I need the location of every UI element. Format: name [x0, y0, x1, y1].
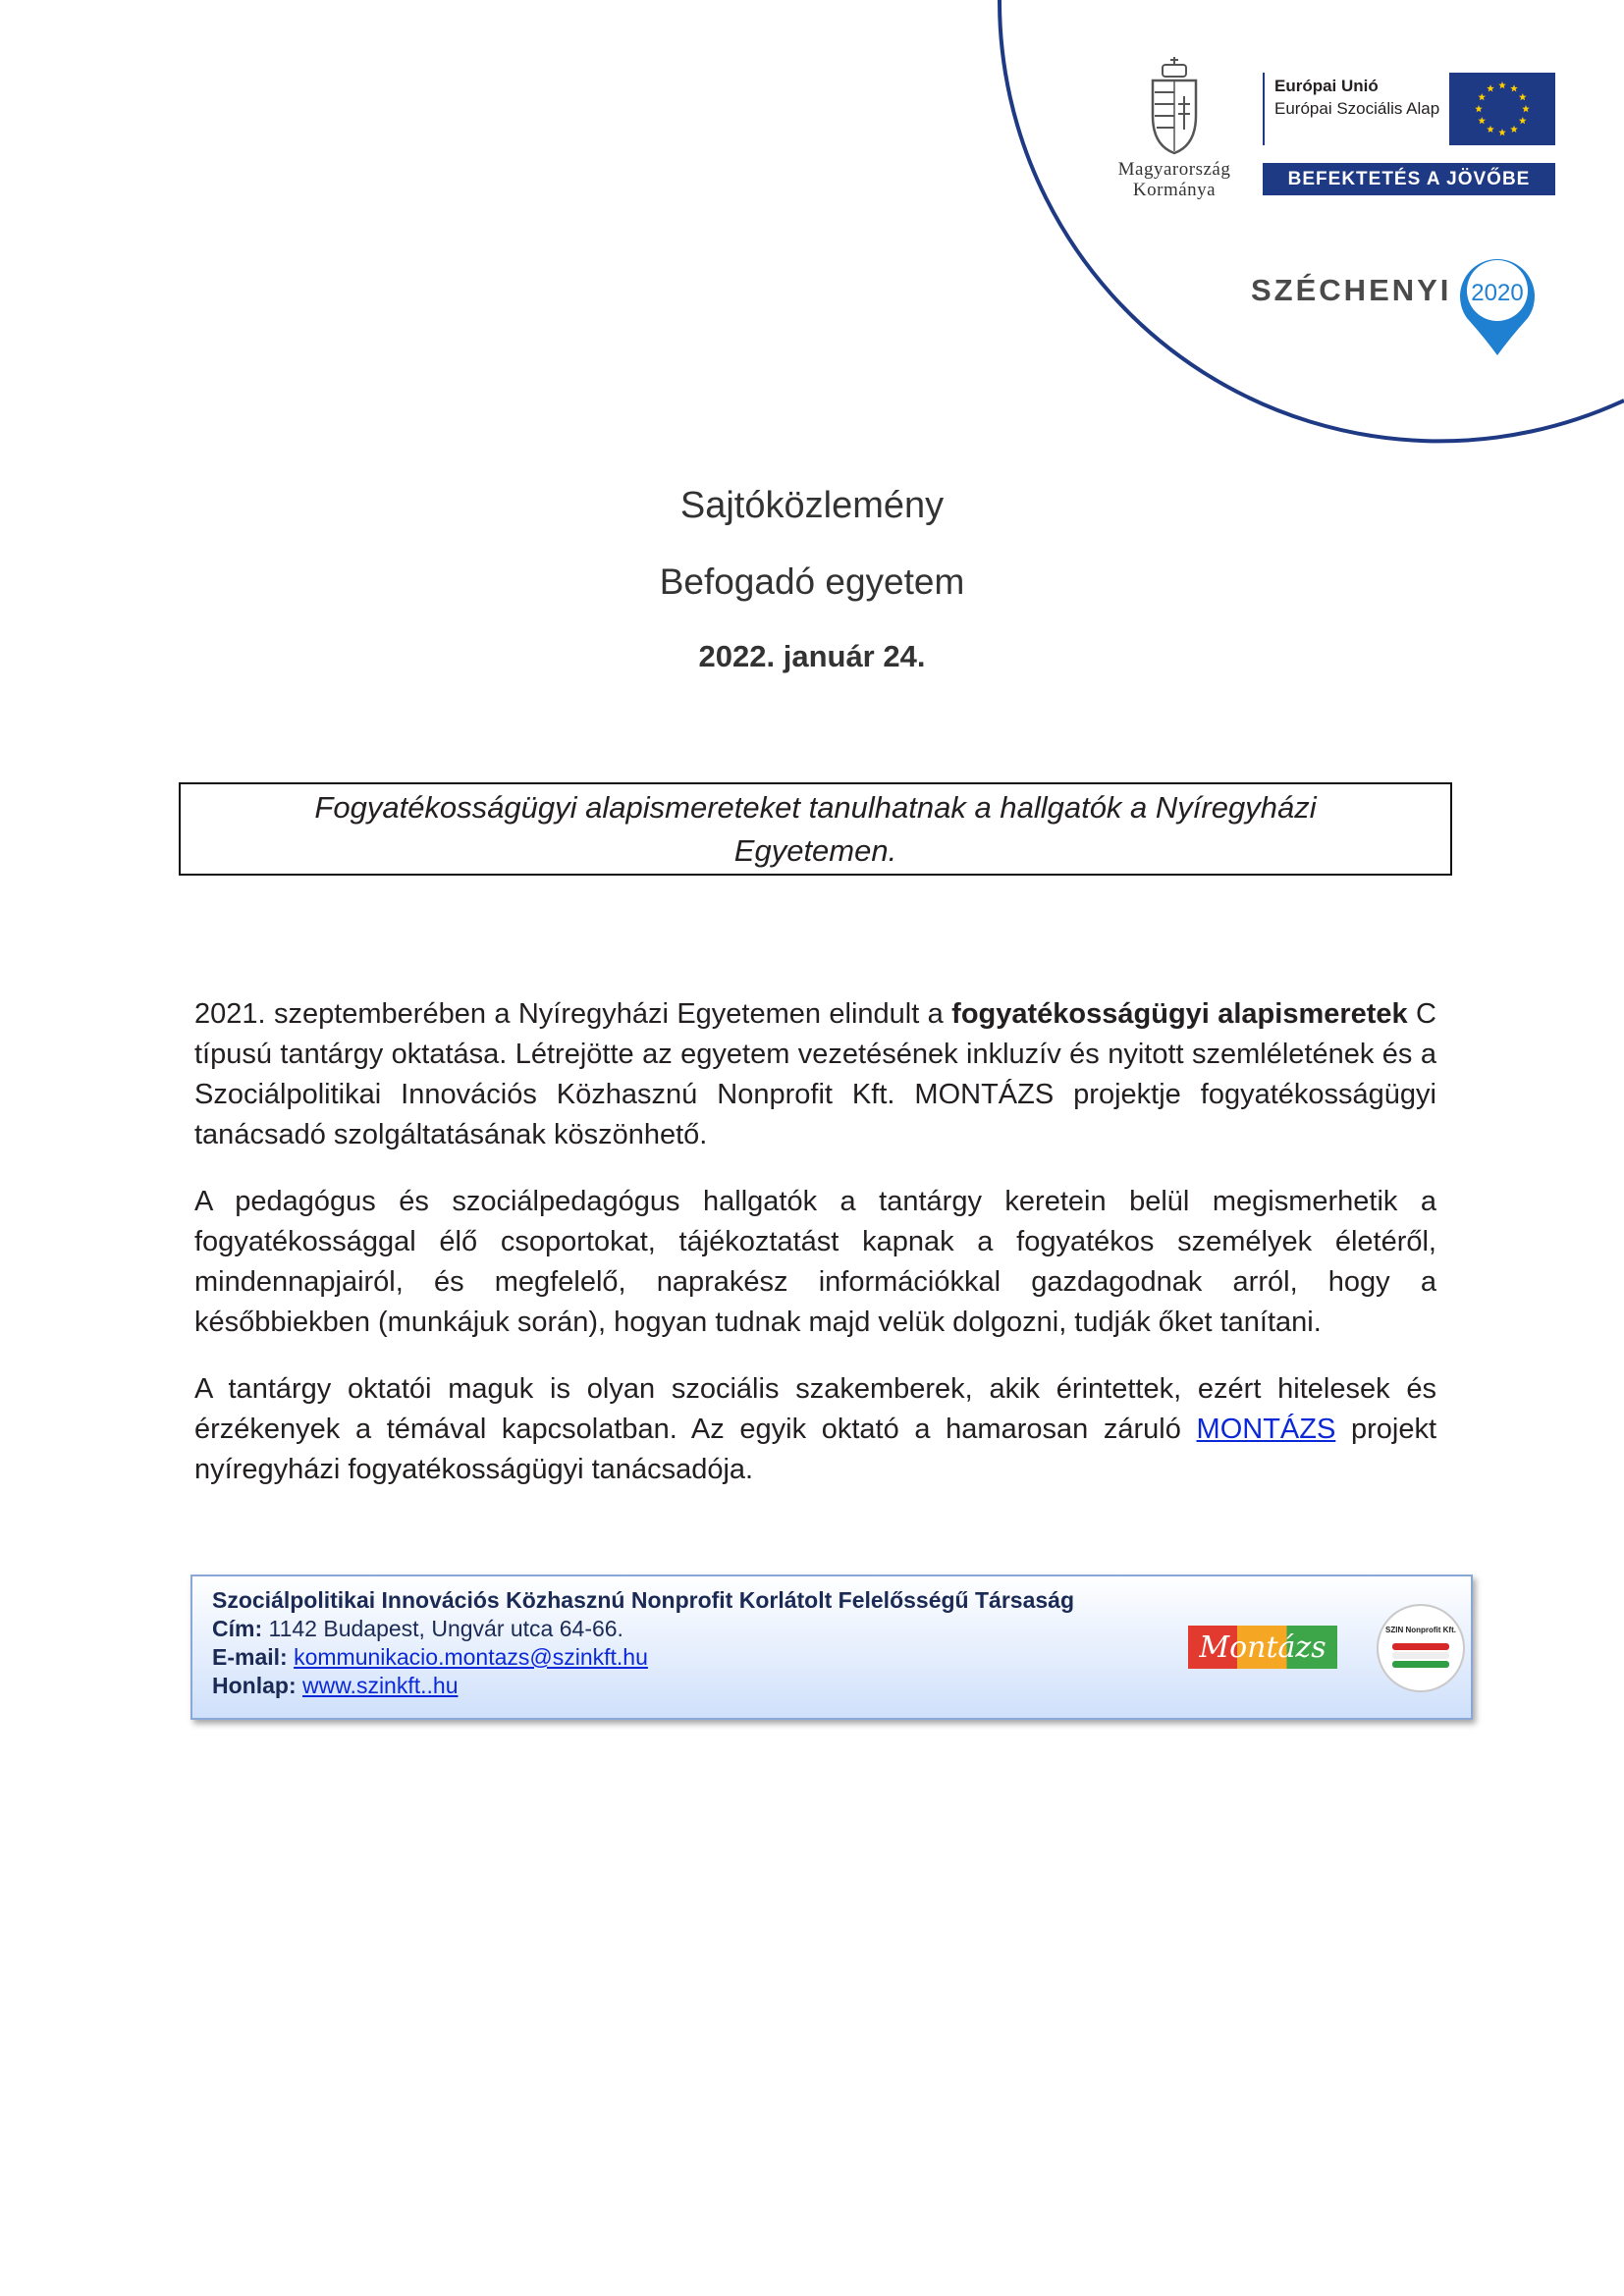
- address-label: Cím:: [212, 1616, 263, 1641]
- paragraph-2: A pedagógus és szociálpedagógus hallgatók a tantárgy keretein belül megismerhetik a fogyatékossággal élő csoportokat, tájékoztatást kapnak a fogyatékos személyek életéről, mindennapjairól, és megfelelő, naprakész információkkal gazdagodnak arról, hogy a későbbiekben (munkájuk során), hogyan tudnak majd velük dolgozni, tudják őket tanítani.: [194, 1186, 1436, 1338]
- p1-before: 2021. szeptemberében a Nyíregyházi Egyetemen elindult a: [194, 998, 952, 1030]
- szechenyi-year: 2020: [1471, 280, 1524, 306]
- footer-address-line: [212, 1615, 1074, 1643]
- email-label: E-mail:: [212, 1644, 288, 1670]
- eu-flag-icon: [1449, 73, 1555, 145]
- footer-web-line: [212, 1672, 1074, 1700]
- eu-divider: [1263, 73, 1265, 145]
- header-arc: [1000, 0, 1624, 441]
- paragraph-3: [194, 1369, 1436, 1490]
- invest-banner: BEFEKTETÉS A JÖVŐBE: [1263, 163, 1555, 195]
- paragraph-1: [194, 994, 1436, 1155]
- contact-footer: [190, 1575, 1473, 1720]
- szin-band-green: [1392, 1661, 1449, 1668]
- eu-title: Európai Unió: [1274, 77, 1379, 95]
- szin-logo-text: SZIN Nonprofit Kft.: [1385, 1626, 1456, 1634]
- p3-before: A tantárgy oktatói maguk is olyan szociális szakemberek, akik érintettek, ezért hitelesek és érzékenyek a témával kapcsolatban. Az egyik oktató a hamarosan záruló: [194, 1373, 1436, 1445]
- footer-email-line: [212, 1643, 1074, 1672]
- szin-logo: [1377, 1604, 1465, 1692]
- p3-after: projekt nyíregyházi fogyatékosságügyi tanácsadója.: [194, 1414, 1437, 1485]
- szechenyi-pin-icon: [1455, 253, 1540, 357]
- web-label: Honlap:: [212, 1673, 297, 1698]
- lead-box: [179, 782, 1452, 876]
- eu-fund: Európai Szociális Alap: [1274, 99, 1440, 118]
- montazs-logo: Montázs: [1188, 1626, 1337, 1669]
- lead-text: Fogyatékosságügyi alapismereteket tanulhatnak a hallgatók a Nyíregyházi Egyetemen.: [314, 789, 1317, 868]
- contact-lines: [212, 1586, 1074, 1700]
- document-title: Sajtóközlemény: [679, 485, 945, 526]
- gov-name-line-2: Kormánya: [1132, 180, 1217, 200]
- government-name: [1086, 159, 1263, 200]
- eu-text: [1274, 75, 1441, 120]
- address-value: 1142 Budapest, Ungvár utca 64-66.: [262, 1616, 623, 1641]
- email-link[interactable]: kommunikacio.montazs@szinkft.hu: [294, 1644, 648, 1670]
- gov-name-line-1: Magyarország: [1117, 159, 1231, 180]
- document-date: 2022. január 24.: [698, 639, 926, 673]
- szechenyi-wordmark: SZÉCHENYI: [1251, 273, 1452, 307]
- szin-band-red: [1392, 1643, 1449, 1650]
- hungarian-crest-icon: [1145, 57, 1204, 155]
- montazs-link[interactable]: MONTÁZS: [1196, 1414, 1336, 1445]
- web-link[interactable]: www.szinkft..hu: [302, 1673, 459, 1698]
- footer-org-name: Szociálpolitikai Innovációs Közhasznú Nonprofit Korlátolt Felelősségű Társaság: [212, 1587, 1074, 1613]
- document-subtitle: Befogadó egyetem: [659, 561, 965, 602]
- p1-after: C típusú tantárgy oktatása. Létrejötte az egyetem vezetésének inkluzív és nyitott szemléletének és a Szociálpolitikai Innovációs Közhasznú Nonprofit Kft. MONTÁZS projektje fogyatékosságügyi tanácsadó szolgáltatásának köszönhető.: [194, 998, 1437, 1150]
- szin-band-white: [1392, 1652, 1449, 1659]
- p1-bold: fogyatékosságügyi alapismeretek: [951, 998, 1408, 1030]
